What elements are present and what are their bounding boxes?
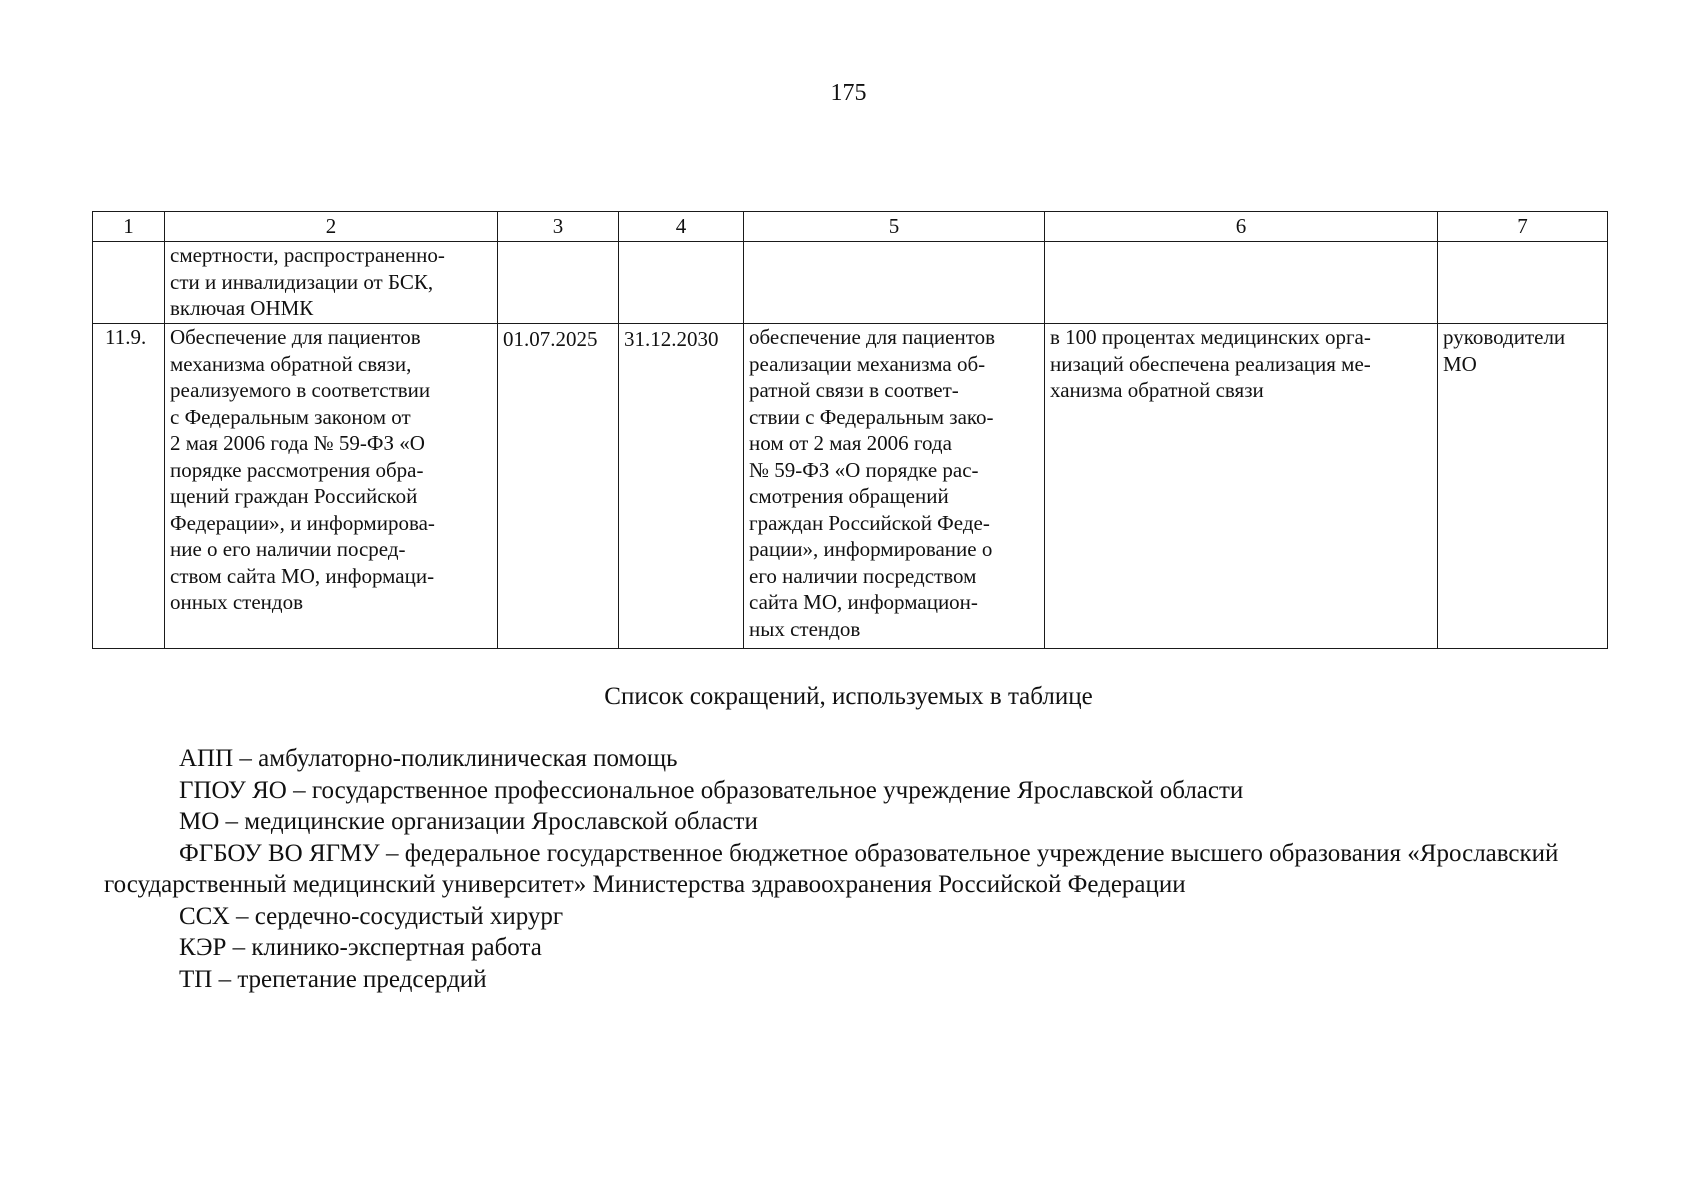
responsible-cell: руководители МО xyxy=(1438,324,1608,649)
column-header: 3 xyxy=(498,212,619,242)
indicator-cell xyxy=(1045,242,1438,324)
column-header: 2 xyxy=(165,212,498,242)
column-header: 4 xyxy=(619,212,744,242)
abbreviation-item: ГПОУ ЯО – государственное профессиональное образовательное учреждение Ярославской области xyxy=(179,776,1244,804)
measures-table xyxy=(92,211,1608,649)
end-date-cell: 31.12.2030 xyxy=(619,324,744,649)
start-date-cell: 01.07.2025 xyxy=(498,324,619,649)
measure-name-cell: Обеспечение для пациентов механизма обратной связи, реализуемого в соответствии с Федеральным законом от 2 мая 2006 года № 59-ФЗ «О порядке рассмотрения обра- щений граждан Российской Федерации», и информирова- ние о его наличии посред- ством сайта МО, информаци- онных стендов xyxy=(165,324,498,649)
measure-name-cell: смертности, распространенно- сти и инвалидизации от БСК, включая ОНМК xyxy=(165,242,498,324)
abbreviations-title: Список сокращений, используемых в таблице xyxy=(604,683,1093,710)
abbreviations-list xyxy=(104,743,1614,995)
column-header: 1 xyxy=(93,212,165,242)
row-number-cell xyxy=(93,242,165,324)
abbreviation-item: КЭР – клинико-экспертная работа xyxy=(179,934,542,961)
abbreviation-item: МО – медицинские организации Ярославской области xyxy=(179,808,758,835)
abbreviation-item: АПП – амбулаторно-поликлиническая помощь xyxy=(179,745,678,772)
result-cell xyxy=(744,242,1045,324)
indicator-cell: в 100 процентах медицинских орга- низаций обеспечена реализация ме- ханизма обратной связи xyxy=(1045,324,1438,649)
abbreviation-item: ТП – трепетание предсердий xyxy=(179,965,487,993)
page-number: 175 xyxy=(830,80,867,106)
column-header: 7 xyxy=(1438,212,1608,242)
table-row xyxy=(93,242,1608,324)
abbreviation-item: ФГБОУ ВО ЯГМУ – федеральное государственное бюджетное образовательное учреждение высшего образования «Ярославский государственный медицинский университет» Министерства здравоохранения Российской Федерации xyxy=(104,839,1559,898)
column-header: 6 xyxy=(1045,212,1438,242)
start-date-cell xyxy=(498,242,619,324)
abbreviation-item: ССХ – сердечно-сосудистый хирург xyxy=(179,902,564,930)
table-row xyxy=(93,324,1608,649)
column-header: 5 xyxy=(744,212,1045,242)
table-header-row xyxy=(93,212,1608,242)
result-cell: обеспечение для пациентов реализации механизма об- ратной связи в соответ- ствии с Федеральным зако- ном от 2 мая 2006 года № 59-ФЗ «О порядке рас- смотрения обращений граждан Российской Феде- рации», информирование о его наличии посредством сайта МО, информацион- ных стендов xyxy=(744,324,1045,649)
row-number-cell: 11.9. xyxy=(93,324,165,649)
responsible-cell xyxy=(1438,242,1608,324)
end-date-cell xyxy=(619,242,744,324)
